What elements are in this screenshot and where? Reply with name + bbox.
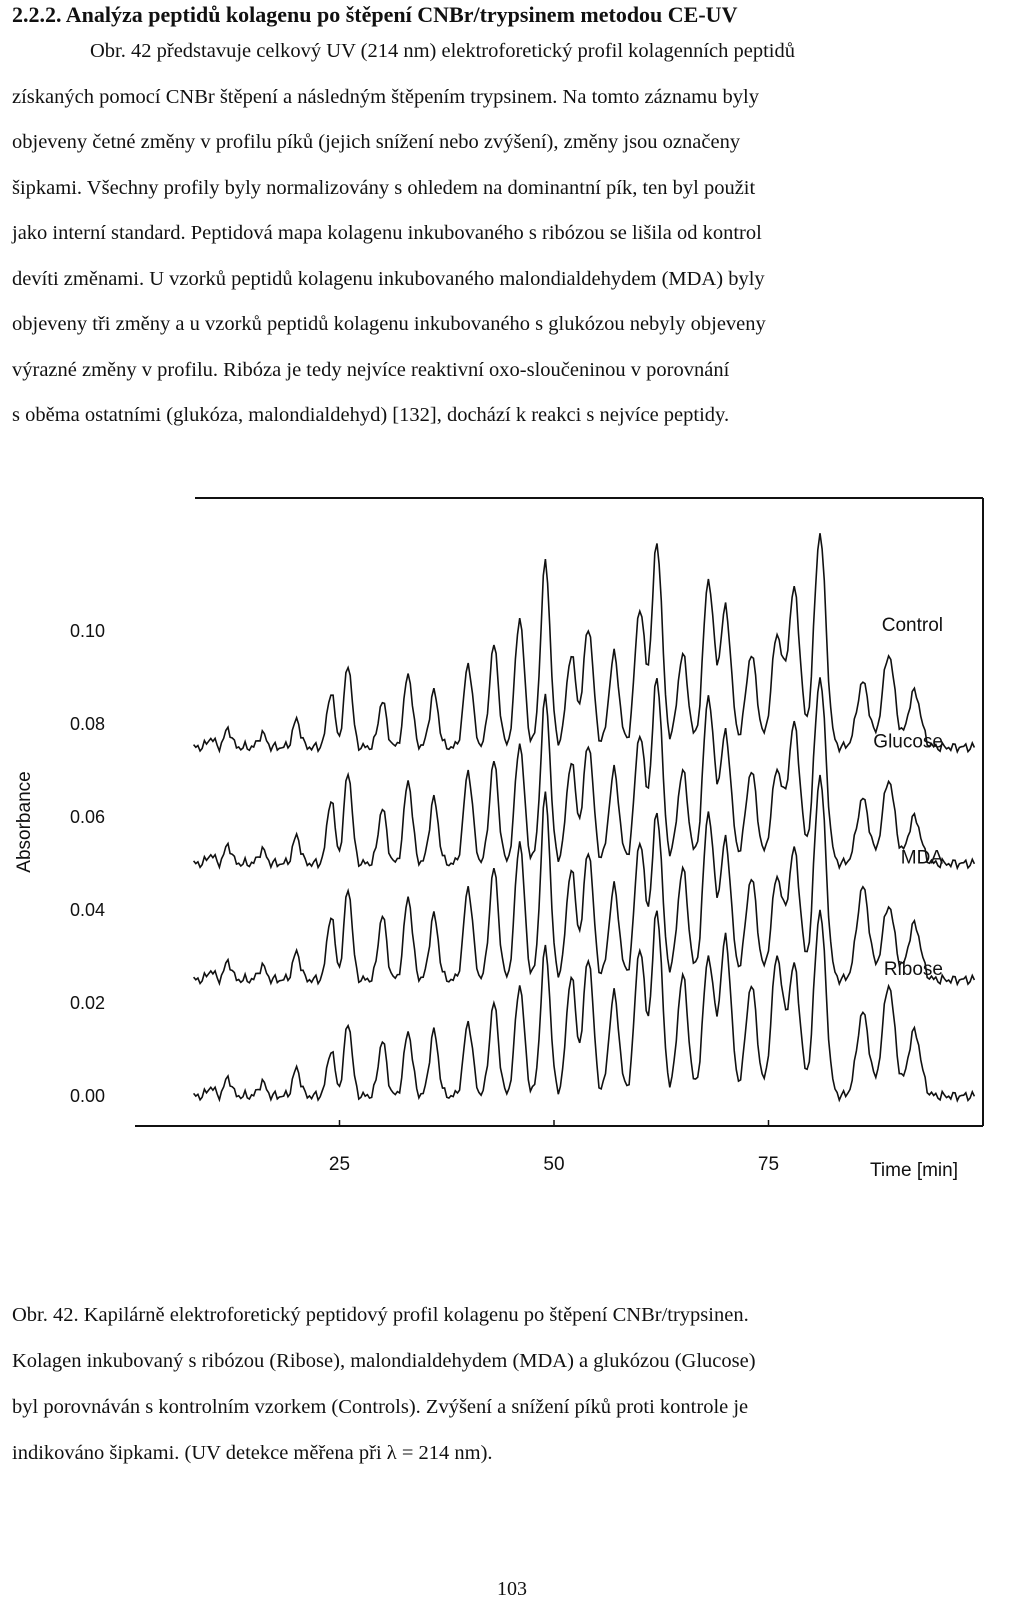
paragraph-line: objeveny četné změny v profilu píků (jejich snížení nebo zvýšení), změny jsou označeny — [12, 131, 741, 153]
paragraph-line: objeveny tři změny a u vzorků peptidů kolagenu inkubovaného s glukózou nebyly objeveny — [12, 313, 766, 335]
paragraph-line: šipkami. Všechny profily byly normalizovány s ohledem na dominantní pík, ten byl použit — [12, 176, 756, 199]
figure-caption — [12, 1304, 1017, 1488]
x-tick-label: 50 — [543, 1154, 565, 1175]
caption-line: byl porovnáván s kontrolním vzorkem (Controls). Zvýšení a snížení píků proti kontrole je — [12, 1396, 749, 1418]
paragraph-line: Obr. 42 představuje celkový UV (214 nm) elektroforetický profil kolagenních peptidů — [90, 40, 795, 62]
series-label-glucose: Glucose — [873, 731, 943, 753]
page-number: 103 — [497, 1578, 527, 1600]
y-axis-label: Absorbance — [14, 771, 35, 873]
y-tick-label: 0.06 — [69, 807, 105, 827]
caption-line: Obr. 42. Kapilárně elektroforetický peptidový profil kolagenu po štěpení CNBr/trypsinen. — [12, 1304, 749, 1326]
figure-electropherogram — [0, 484, 1024, 1264]
series-label-mda: MDA — [900, 847, 943, 869]
body-paragraph — [12, 40, 1024, 450]
y-tick-label: 0.08 — [69, 714, 105, 734]
section-heading: 2.2.2. Analýza peptidů kolagenu po štěpení CNBr/trypsinem metodou CE-UV — [12, 2, 738, 27]
series-label-ribose: Ribose — [883, 959, 943, 981]
x-tick-label: 75 — [757, 1154, 780, 1175]
trace-ribose — [194, 910, 975, 1101]
paragraph-line: výrazné změny v profilu. Ribóza je tedy nejvíce reaktivní oxo-sloučeninou v porovnání — [12, 358, 730, 381]
electropherogram-chart — [0, 484, 1024, 1264]
trace-mda — [194, 775, 975, 984]
y-tick-label: 0.04 — [69, 900, 105, 920]
paragraph-line: devíti změnami. U vzorků peptidů kolagenu inkubovaného malondialdehydem (MDA) byly — [12, 267, 765, 290]
paragraph-line: získaných pomocí CNBr štěpení a následným štěpením trypsinem. Na tomto záznamu byly — [12, 85, 759, 108]
series-label-control: Control — [881, 615, 943, 636]
trace-control — [194, 533, 975, 752]
x-axis-label: Time [min] — [870, 1160, 958, 1181]
caption-line: Kolagen inkubovaný s ribózou (Ribose), malondialdehydem (MDA) a glukózou (Glucose) — [12, 1350, 756, 1372]
paragraph-line: jako interní standard. Peptidová mapa kolagenu inkubovaného s ribózou se lišila od kontrol — [12, 222, 762, 244]
y-tick-label: 0.02 — [69, 993, 105, 1013]
caption-line: indikováno šipkami. (UV detekce měřena při λ = 214 nm). — [12, 1442, 493, 1464]
x-tick-label: 25 — [328, 1154, 351, 1175]
paragraph-line: s oběma ostatními (glukóza, malondialdehyd) [132], dochází k reakci s nejvíce peptidy. — [12, 404, 730, 426]
y-tick-label: 0.10 — [69, 621, 105, 641]
y-tick-label: 0.00 — [69, 1086, 105, 1106]
